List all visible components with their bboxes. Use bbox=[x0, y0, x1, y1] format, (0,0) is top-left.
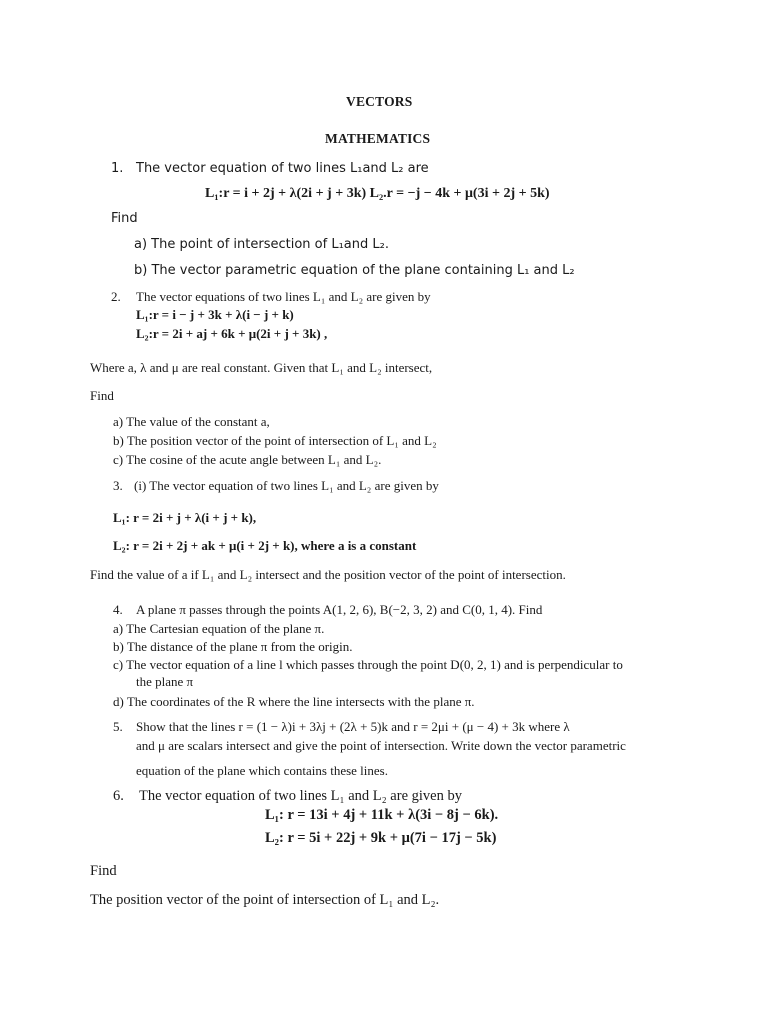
q6-number: 6. bbox=[113, 788, 124, 804]
q2-number: 2. bbox=[111, 289, 121, 304]
q4-text: A plane π passes through the points A(1, 2, 6), B(−2, 3, 2) and C(0, 1, 4). Find bbox=[136, 602, 543, 617]
q3-number: 3. bbox=[113, 478, 123, 493]
q4-number: 4. bbox=[113, 602, 123, 617]
q1-number: 1. bbox=[111, 161, 124, 176]
q3-line1-equation: L₁: r = 2i + j + λ(i + j + k), bbox=[113, 510, 257, 525]
q6-find: Find bbox=[90, 863, 117, 879]
q2-part-b: b) The position vector of the point of intersection of L₁ and L₂ bbox=[113, 433, 437, 448]
q2-find: Find bbox=[90, 388, 114, 403]
q3-line2-equation: L₂: r = 2i + 2j + ak + μ(i + 2j + k), where a is a constant bbox=[113, 538, 417, 553]
q6-line1-equation: L₁: r = 13i + 4j + 11k + λ(3i − 8j − 6k). bbox=[265, 807, 499, 823]
q3-find: Find the value of a if L₁ and L₂ intersect and the position vector of the point of intersection. bbox=[90, 567, 566, 582]
q1-text: The vector equation of two lines L₁and L₂ are bbox=[136, 161, 429, 176]
q2-line1-equation: L₁:r = i − j + 3k + λ(i − j + k) bbox=[136, 307, 294, 322]
q2-part-a: a) The value of the constant a, bbox=[113, 414, 270, 429]
q1-part-b: b) The vector parametric equation of the plane containing L₁ and L₂ bbox=[134, 263, 575, 278]
q2-text: The vector equations of two lines L₁ and L₂ are given by bbox=[136, 289, 431, 304]
q4-part-c: c) The vector equation of a line l which passes through the point D(0, 2, 1) and is perpendicular to bbox=[113, 657, 623, 672]
q4-part-a: a) The Cartesian equation of the plane π. bbox=[113, 621, 325, 636]
q6-final-question: The position vector of the point of intersection of L₁ and L₂. bbox=[90, 892, 440, 908]
q6-text: The vector equation of two lines L₁ and L₂ are given by bbox=[139, 788, 462, 804]
q2-part-c: c) The cosine of the acute angle between L₁ and L₂. bbox=[113, 452, 382, 467]
q4-part-c-cont: the plane π bbox=[136, 674, 194, 689]
q2-where: Where a, λ and μ are real constant. Given that L₁ and L₂ intersect, bbox=[90, 360, 433, 375]
q1-find: Find bbox=[111, 211, 138, 226]
q5-text-line1: Show that the lines r = (1 − λ)i + 3λj + (2λ + 5)k and r = 2μi + (μ − 4) + 3k where λ bbox=[136, 719, 570, 734]
q1-equation: L₁:r = i + 2j + λ(2i + j + 3k) L₂.r = −j − 4k + μ(3i + 2j + 5k) bbox=[205, 186, 550, 201]
q6-line2-equation: L₂: r = 5i + 22j + 9k + μ(7i − 17j − 5k) bbox=[265, 830, 497, 846]
q3-text: (i) The vector equation of two lines L₁ and L₂ are given by bbox=[134, 478, 439, 493]
q4-part-d: d) The coordinates of the R where the line intersects with the plane π. bbox=[113, 694, 475, 709]
page-title: VECTORS bbox=[346, 94, 413, 109]
q2-line2-equation: L₂:r = 2i + aj + 6k + μ(2i + j + 3k) , bbox=[136, 326, 328, 341]
q5-text-line3: equation of the plane which contains these lines. bbox=[136, 763, 388, 778]
q5-text-line2: and μ are scalars intersect and give the point of intersection. Write down the vector parametric bbox=[136, 738, 626, 753]
q4-part-b: b) The distance of the plane π from the origin. bbox=[113, 639, 353, 654]
subject-heading: MATHEMATICS bbox=[325, 131, 431, 146]
q5-number: 5. bbox=[113, 719, 123, 734]
q1-part-a: a) The point of intersection of L₁and L₂. bbox=[134, 237, 389, 252]
